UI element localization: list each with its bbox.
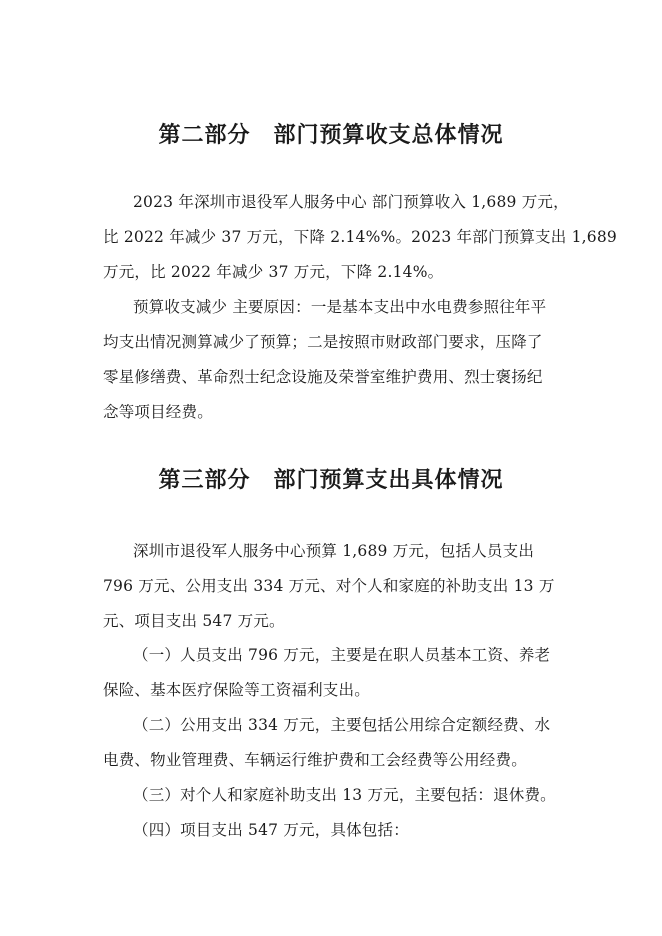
section-3-paragraph-1-line-1: 深圳市退役军人服务中心预算 1,689 万元，包括人员支出 <box>133 542 535 560</box>
section-3-item-3-line-1: （三）对个人和家庭补助支出 13 万元，主要包括：退休费。 <box>133 786 556 804</box>
section-3-item-2-line-1: （二）公用支出 334 万元，主要包括公用综合定额经费、水 <box>133 716 551 734</box>
section-2-paragraph-2-line-1: 预算收支减少 主要原因：一是基本支出中水电费参照往年平 <box>133 298 547 316</box>
section-3-paragraph-1-line-3: 元、项目支出 547 万元。 <box>103 612 285 630</box>
section-2-heading: 第二部分 部门预算收支总体情况 <box>158 123 504 148</box>
section-3-item-2-line-2: 电费、物业管理费、车辆运行维护费和工会经费等公用经费。 <box>103 751 527 769</box>
section-3-item-1-line-2: 保险、基本医疗保险等工资福利支出。 <box>103 681 370 699</box>
section-2-paragraph-1-line-1: 2023 年深圳市退役军人服务中心 部门预算收入 1,689 万元， <box>133 193 569 211</box>
section-3-item-4-line-1: （四）项目支出 547 万元，具体包括： <box>133 821 409 839</box>
section-2-paragraph-1-line-3: 万元，比 2022 年减少 37 万元，下降 2.14%。 <box>103 263 444 281</box>
section-2-paragraph-2-line-3: 零星修缮费、革命烈士纪念设施及荣誉室维护费用、烈士褒扬纪 <box>103 368 543 386</box>
section-3-item-1-line-1: （一）人员支出 796 万元，主要是在职人员基本工资、养老 <box>133 646 551 664</box>
section-3-paragraph-1-line-2: 796 万元、公用支出 334 万元、对个人和家庭的补助支出 13 万 <box>103 577 555 595</box>
section-2-paragraph-1-line-2: 比 2022 年减少 37 万元，下降 2.14%%。2023 年部门预算支出 1,689 <box>103 228 617 246</box>
section-2-paragraph-2-line-4: 念等项目经费。 <box>103 403 213 421</box>
section-2-paragraph-2-line-2: 均支出情况测算减少了预算；二是按照市财政部门要求，压降了 <box>103 333 543 351</box>
section-3-heading: 第三部分 部门预算支出具体情况 <box>158 468 504 493</box>
